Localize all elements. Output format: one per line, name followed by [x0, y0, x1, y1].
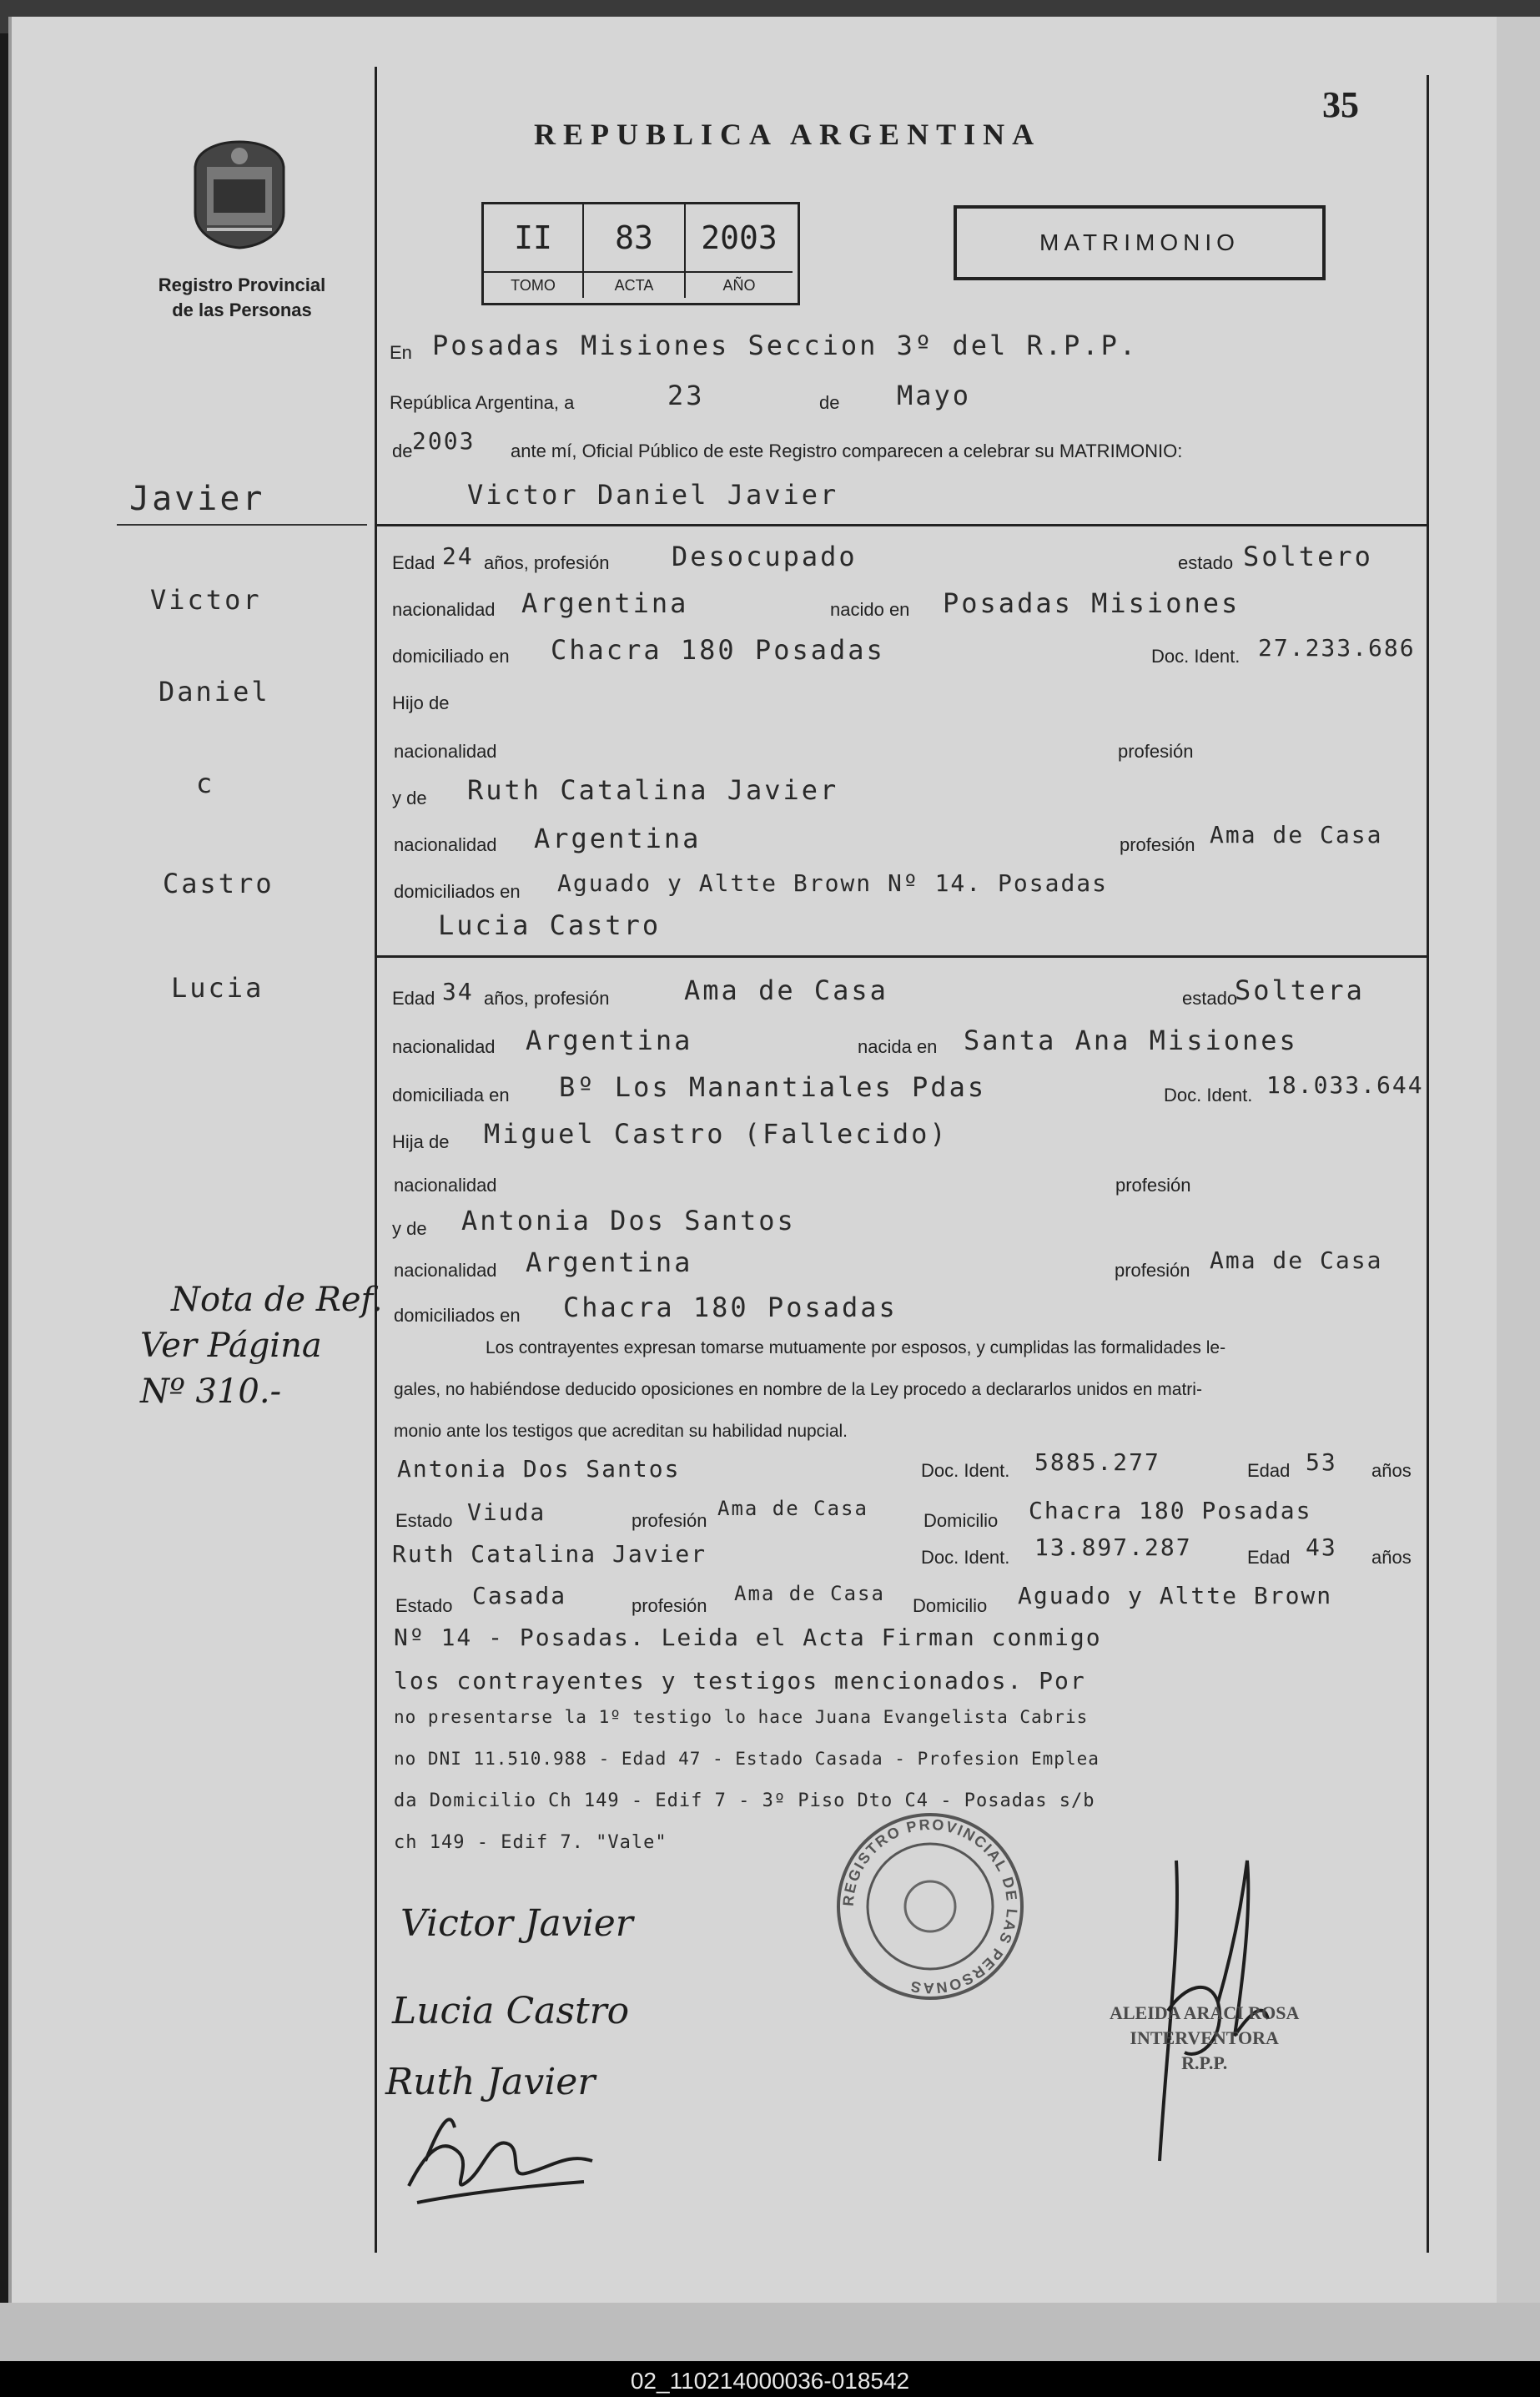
bottom-strip — [0, 2303, 1540, 2361]
bride-parents-address: Chacra 180 Posadas — [563, 1292, 898, 1323]
tomo-label: TOMO — [484, 273, 584, 298]
appear-text: ante mí, Oficial Público de este Registro comparecen a celebrar su MATRIMONIO: — [511, 441, 1183, 461]
witness2-estado-label: Estado — [395, 1595, 453, 1616]
witness2-doc-label: Doc. Ident. — [921, 1547, 1010, 1568]
witness2-domicilio-label: Domicilio — [913, 1595, 988, 1616]
bride-mother: Antonia Dos Santos — [461, 1205, 796, 1236]
month-value: Mayo — [897, 380, 972, 411]
declaration-line3: monio ante los testigos que acreditan su habilidad nupcial. — [394, 1422, 848, 1441]
bride-doc: 18.033.644 — [1266, 1071, 1424, 1099]
section-separator-2 — [377, 955, 1427, 958]
left-margin-rule — [375, 67, 377, 2253]
groom-nacionalidad-label: nacionalidad — [392, 599, 496, 620]
signature-scribble-icon — [392, 2102, 609, 2211]
margin-note-line1: Nota de Ref. — [171, 1281, 383, 1319]
margin-name-4: c — [196, 768, 215, 799]
margin-name-3: Daniel — [159, 676, 270, 708]
signature-witness: Ruth Javier — [385, 2061, 596, 2103]
official-block — [1110, 2001, 1299, 2076]
bride-nationality: Argentina — [526, 1025, 693, 1056]
witness1-profession: Ama de Casa — [717, 1497, 868, 1520]
groom-yde-label: y de — [392, 788, 427, 808]
certificate-type-box: MATRIMONIO — [954, 205, 1326, 280]
bride-nacida-label: nacida en — [858, 1036, 938, 1057]
de-label: de — [819, 392, 840, 413]
year-prefix: de — [392, 441, 413, 461]
right-margin-rule — [1427, 75, 1429, 2253]
acta-value: 83 — [584, 204, 686, 273]
witness2-address: Aguado y Altte Brown — [1018, 1582, 1333, 1609]
groom-nac3-label: nacionalidad — [394, 834, 497, 855]
bride-nac3-label: nacionalidad — [394, 1260, 497, 1281]
signature-groom: Victor Javier — [400, 1902, 633, 1945]
groom-birthplace: Posadas Misiones — [943, 587, 1241, 619]
witness1-anos-label: años — [1371, 1460, 1412, 1481]
bride-nacionalidad-label: nacionalidad — [392, 1036, 496, 1057]
declaration-line2: gales, no habiéndose deducido oposiciones en nombre de la Ley procedo a declararlos unidos en matri- — [394, 1380, 1202, 1399]
continuation-line-1: Nº 14 - Posadas. Leida el Acta Firman conmigo — [394, 1624, 1102, 1651]
groom-profession: Desocupado — [672, 541, 858, 572]
margin-note-line2: Ver Página — [140, 1327, 322, 1365]
page-edge — [1489, 17, 1540, 2353]
groom-prof3-label: profesión — [1120, 834, 1195, 855]
registry-name-line2: de las Personas — [172, 300, 312, 320]
bride-age: 34 — [442, 978, 474, 1005]
groom-address: Chacra 180 Posadas — [551, 634, 885, 666]
witness2-anos-label: años — [1371, 1547, 1412, 1568]
bride-yde-label: y de — [392, 1218, 427, 1239]
groom-estado-label: estado — [1178, 552, 1234, 573]
signature-bride: Lucia Castro — [392, 1990, 630, 2032]
bride-status: Soltera — [1235, 974, 1365, 1006]
section-separator — [377, 524, 1427, 526]
witness2-name: Ruth Catalina Javier — [392, 1540, 707, 1568]
margin-note-line3: Nº 310.- — [140, 1372, 282, 1411]
country-title: REPUBLICA ARGENTINA — [534, 118, 1042, 151]
groom-edad-label: Edad — [392, 552, 435, 573]
coat-of-arms-icon — [190, 138, 289, 250]
margin-name-6: Lucia — [171, 972, 264, 1004]
continuation-line-2: los contrayentes y testigos mencionados. Por — [394, 1667, 1086, 1695]
bride-prof2-label: profesión — [1115, 1175, 1191, 1196]
witness1-profesion-label: profesión — [632, 1510, 707, 1531]
bride-edad-label: Edad — [392, 988, 435, 1009]
groom-mother-profession: Ama de Casa — [1210, 821, 1383, 849]
witness1-age: 53 — [1306, 1448, 1337, 1476]
official-org: R.P.P. — [1181, 2052, 1228, 2073]
bride-mother-profession: Ama de Casa — [1210, 1246, 1383, 1274]
groom-doc: 27.233.686 — [1258, 634, 1416, 662]
groom-age: 24 — [442, 542, 474, 570]
bride-domiciliada-label: domiciliada en — [392, 1085, 510, 1105]
acta-label: ACTA — [584, 273, 686, 298]
groom-status: Soltero — [1243, 541, 1373, 572]
witness2-status: Casada — [472, 1582, 567, 1609]
bride-profesion-label: años, profesión — [484, 988, 610, 1009]
witness2-profesion-label: profesión — [632, 1595, 707, 1616]
margin-name-2: Victor — [150, 584, 262, 616]
witness1-name: Antonia Dos Santos — [397, 1455, 681, 1483]
witness1-status: Viuda — [467, 1498, 546, 1526]
groom-doc-label: Doc. Ident. — [1151, 646, 1241, 667]
year-value: 2003 — [412, 427, 476, 455]
continuation-line-3: no presentarse la 1º testigo lo hace Juana Evangelista Cabris — [394, 1707, 1089, 1727]
witness1-estado-label: Estado — [395, 1510, 453, 1531]
witness1-doc-label: Doc. Ident. — [921, 1460, 1010, 1481]
bride-father: Miguel Castro (Fallecido) — [484, 1118, 949, 1150]
witness2-edad-label: Edad — [1247, 1547, 1291, 1568]
witness1-edad-label: Edad — [1247, 1460, 1291, 1481]
anio-label: AÑO — [722, 276, 756, 294]
groom-parents-address: Aguado y Altte Brown Nº 14. Posadas — [557, 869, 1109, 897]
continuation-line-5: da Domicilio Ch 149 - Edif 7 - 3º Piso Dto C4 - Posadas s/b — [394, 1790, 1095, 1811]
registration-box — [481, 202, 800, 305]
tomo-value: II — [484, 204, 584, 273]
bride-doc-label: Doc. Ident. — [1164, 1085, 1253, 1105]
continuation-line-6: ch 149 - Edif 7. "Vale" — [394, 1832, 667, 1853]
margin-name-5: Castro — [163, 868, 274, 899]
bride-birthplace: Santa Ana Misiones — [964, 1025, 1298, 1056]
witness1-doc: 5885.277 — [1034, 1448, 1160, 1476]
anio-value: 2003 — [686, 204, 793, 273]
witness1-domicilio-label: Domicilio — [923, 1510, 999, 1531]
en-label: En — [390, 342, 412, 363]
declaration-line1: Los contrayentes expresan tomarse mutuamente por esposos, y cumplidas las formalidades le- — [486, 1338, 1226, 1357]
groom-profesion-label: años, profesión — [484, 552, 610, 573]
groom-prof2-label: profesión — [1118, 741, 1194, 762]
groom-mother-nationality: Argentina — [534, 823, 702, 854]
official-name: ALEIDA ARACI ROSA — [1110, 2002, 1300, 2023]
groom-nac2-label: nacionalidad — [394, 741, 497, 762]
groom-domiciliados-label: domiciliados en — [394, 881, 521, 902]
footer-filename: 02_110214000036-018542 — [630, 2368, 910, 2394]
bride-domiciliados-label: domiciliados en — [394, 1305, 521, 1326]
groom-hijo-label: Hijo de — [392, 692, 450, 713]
bride-hija-label: Hija de — [392, 1131, 450, 1152]
witness1-address: Chacra 180 Posadas — [1029, 1497, 1312, 1524]
margin-name-1: Javier — [129, 480, 265, 518]
bride-estado-label: estado — [1182, 988, 1238, 1009]
witness2-age: 43 — [1306, 1533, 1337, 1561]
witness2-doc: 13.897.287 — [1034, 1533, 1192, 1561]
groom-domiciliado-label: domiciliado en — [392, 646, 510, 667]
bride-prof3-label: profesión — [1115, 1260, 1190, 1281]
bride-profession: Ama de Casa — [684, 974, 888, 1006]
official-title: INTERVENTORA — [1130, 2027, 1279, 2048]
stamp-ring-text: REGISTRO PROVINCIAL DE LAS PERSONAS — [839, 1815, 1021, 1997]
registry-name-line1: Registro Provincial — [158, 274, 326, 295]
page-number: 35 — [1322, 84, 1359, 125]
bride-name: Lucia Castro — [438, 909, 662, 941]
republica-label: República Argentina, a — [390, 392, 575, 413]
groom-nationality: Argentina — [521, 587, 689, 619]
official-stamp-icon — [834, 1810, 1026, 2002]
bride-nac2-label: nacionalidad — [394, 1175, 497, 1196]
day-value: 23 — [667, 380, 705, 411]
bride-mother-nationality: Argentina — [526, 1246, 693, 1278]
place-value: Posadas Misiones Seccion 3º del R.P.P. — [432, 330, 1139, 361]
groom-name: Victor Daniel Javier — [467, 479, 839, 511]
continuation-line-4: no DNI 11.510.988 - Edad 47 - Estado Casada - Profesion Emplea — [394, 1749, 1100, 1769]
bride-address: Bº Los Manantiales Pdas — [559, 1071, 987, 1103]
groom-mother: Ruth Catalina Javier — [467, 774, 839, 806]
groom-nacido-label: nacido en — [830, 599, 910, 620]
margin-underline — [117, 524, 367, 526]
witness2-profession: Ama de Casa — [734, 1582, 885, 1605]
registry-name — [133, 273, 350, 323]
